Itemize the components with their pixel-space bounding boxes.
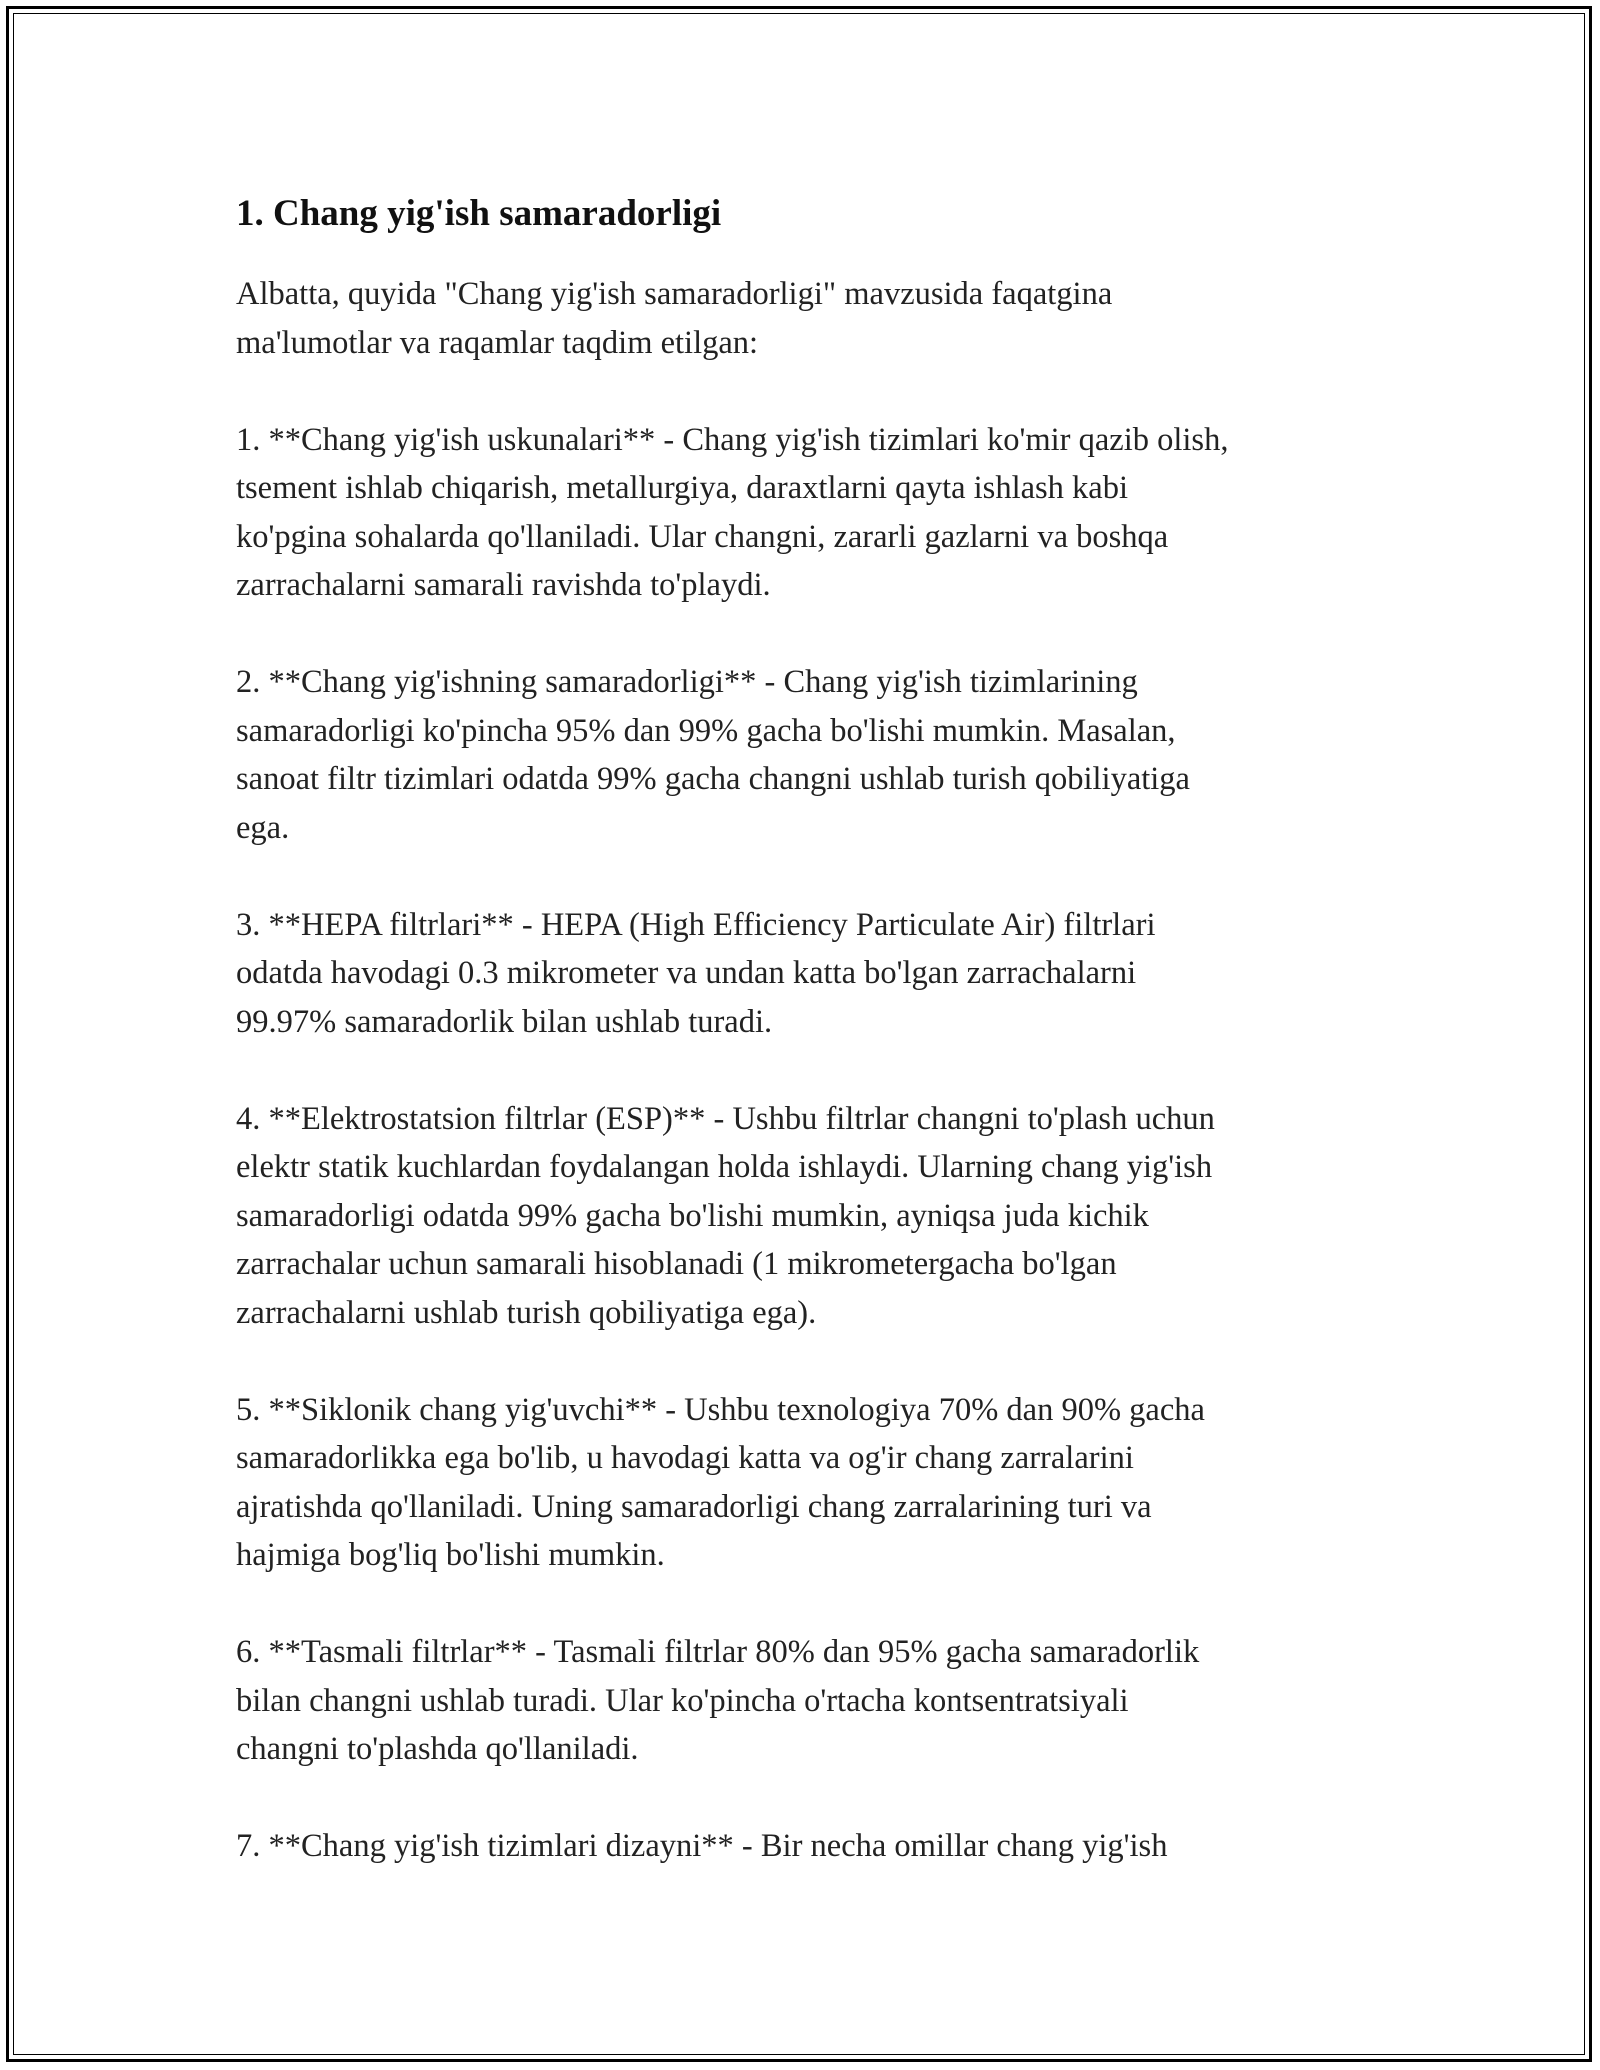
list-item: 4. **Elektrostatsion filtrlar (ESP)** - Ushbu filtrlar changni to'plash uchun elektr statik kuchlardan foydalangan holda ishlaydi. Ularning chang yig'ish samaradorligi odatda 99% gacha bo'lishi mumkin, ayniqsa juda kichik zarrachalar uchun samarali hisoblanadi (1 mikrometergacha bo'lgan zarrachalarni ushlab turish qobiliyatiga ega). (236, 1100, 1215, 1331)
list-item: 1. **Chang yig'ish uskunalari** - Chang yig'ish tizimlari ko'mir qazib olish, tsement ishlab chiqarish, metallurgiya, daraxtlarni qayta ishlash kabi ko'pgina sohalarda qo'llaniladi. Ular changni, zararli gazlarni va boshqa zarrachalarni samarali ravishda to'playdi. (236, 421, 1229, 603)
list-item: 5. **Siklonik chang yig'uvchi** - Ushbu texnologiya 70% dan 90% gacha samaradorlikka ega bo'lib, u havodagi katta va og'ir chang zarralarini ajratishda qo'llaniladi. Uning samaradorligi chang zarralarining turi va hajmiga bog'liq bo'lishi mumkin. (236, 1391, 1205, 1573)
document-content (236, 186, 1366, 1871)
list-item: 3. **HEPA filtrlari** - HEPA (High Efficiency Particulate Air) filtrlari odatda havodagi 0.3 mikrometer va undan katta bo'lgan zarrachalarni 99.97% samaradorlik bilan ushlab turadi. (236, 906, 1156, 1040)
intro-paragraph: Albatta, quyida "Chang yig'ish samaradorligi" mavzusida faqatgina ma'lumotlar va raqamlar taqdim etilgan: (236, 276, 1113, 361)
list-item: 2. **Chang yig'ishning samaradorligi** - Chang yig'ish tizimlarining samaradorligi ko'pincha 95% dan 99% gacha bo'lishi mumkin. Masalan, sanoat filtr tizimlari odatda 99% gacha changni ushlab turish qobiliyatiga ega. (236, 664, 1190, 846)
list-item: 6. **Tasmali filtrlar** - Tasmali filtrlar 80% dan 95% gacha samaradorlik bilan changni ushlab turadi. Ular ko'pincha o'rtacha kontsentratsiyali changni to'plashda qo'llaniladi. (236, 1634, 1200, 1767)
list-item: 7. **Chang yig'ish tizimlari dizayni** - Bir necha omillar chang yig'ish (236, 1828, 1168, 1864)
document-title: 1. Chang yig'ish samaradorligi (236, 193, 722, 234)
